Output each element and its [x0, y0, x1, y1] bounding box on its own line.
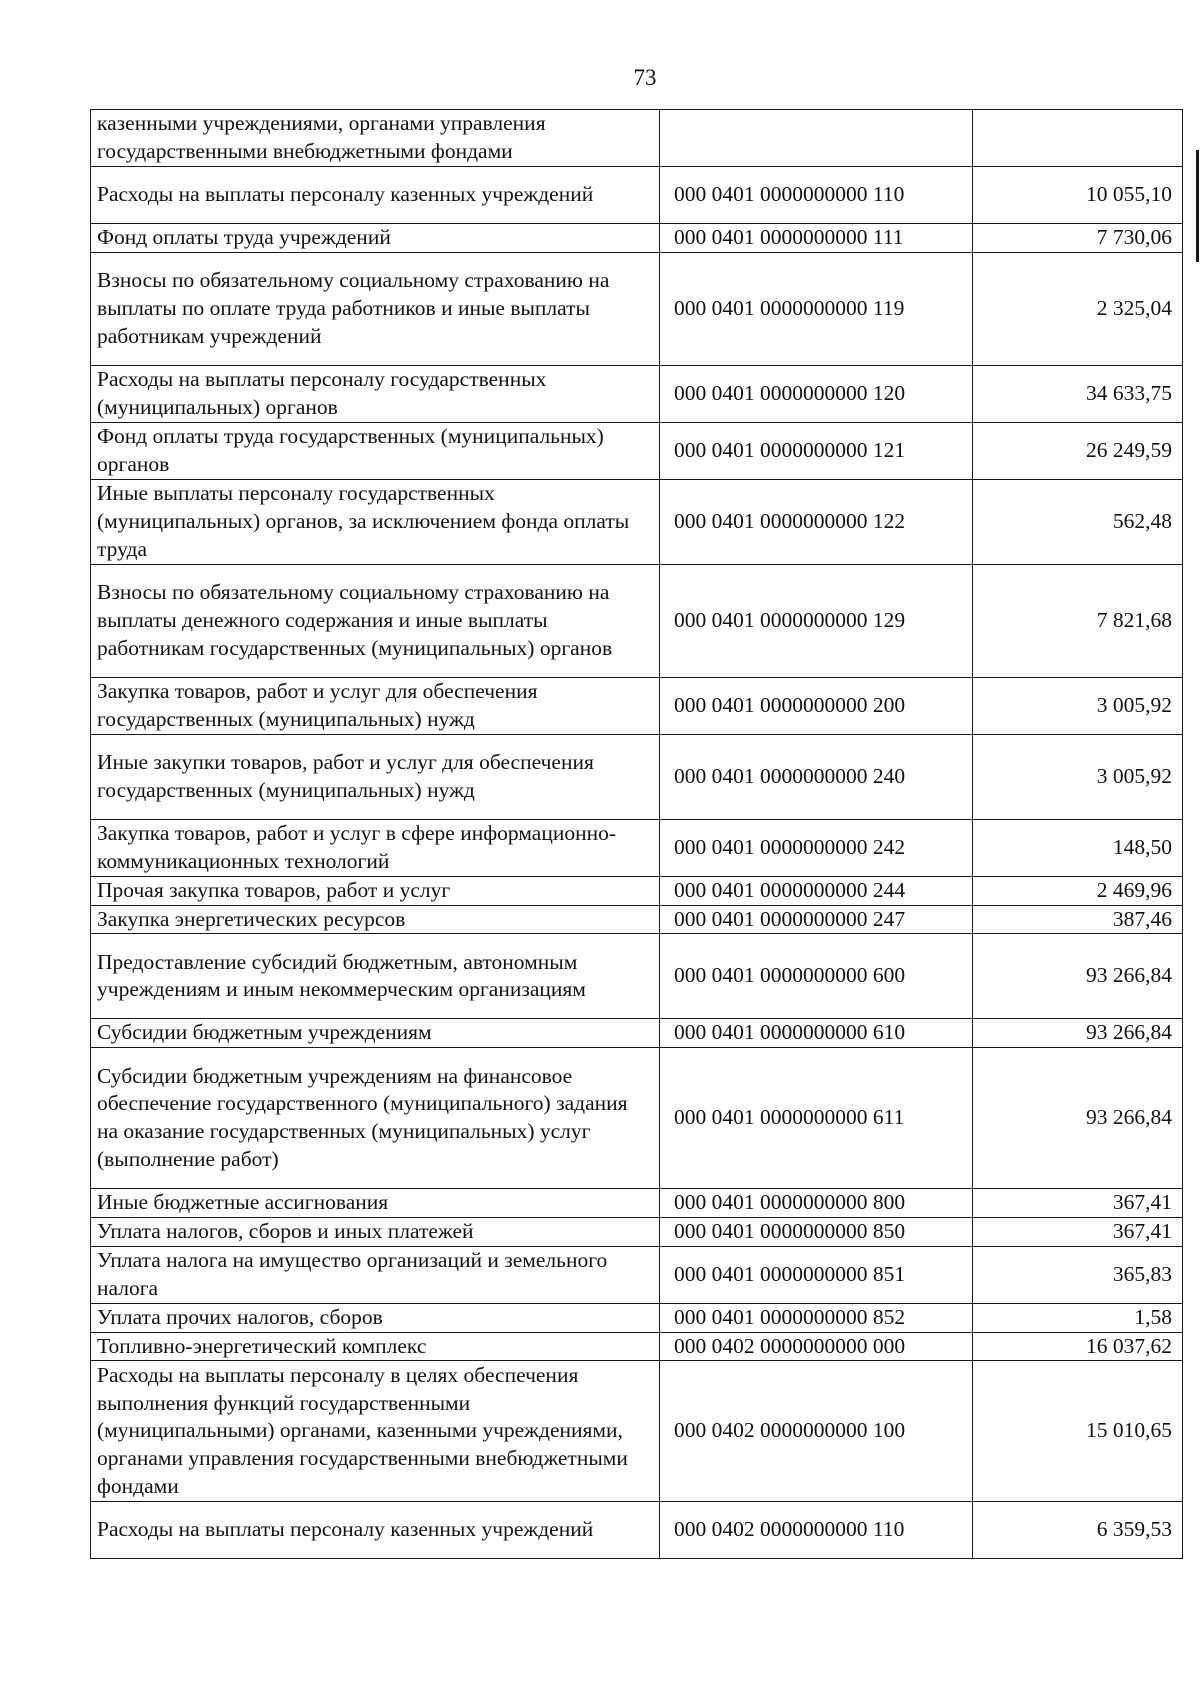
- expense-name-cell: Взносы по обязательному социальному страхованию на выплаты денежного содержания и иные выплаты работникам государственных (муниципальных) органов: [91, 564, 660, 677]
- table-row: [91, 1019, 1183, 1048]
- table-row: [91, 1217, 1183, 1246]
- table-row: [91, 1303, 1183, 1332]
- expense-name-cell: Расходы на выплаты персоналу казенных учреждений: [91, 167, 660, 224]
- amount-cell: 148,50: [973, 819, 1183, 876]
- classification-code-cell: 000 0401 0000000000 852: [660, 1303, 973, 1332]
- table-row: [91, 1332, 1183, 1361]
- table-row: [91, 734, 1183, 819]
- expense-name-cell: Фонд оплаты труда учреждений: [91, 224, 660, 253]
- classification-code-cell: 000 0401 0000000000 851: [660, 1246, 973, 1303]
- classification-code-cell: 000 0401 0000000000 850: [660, 1217, 973, 1246]
- table-row: [91, 819, 1183, 876]
- expense-name-cell: Предоставление субсидий бюджетным, автономным учреждениям и иным некоммерческим организациям: [91, 934, 660, 1019]
- classification-code-cell: 000 0402 0000000000 000: [660, 1332, 973, 1361]
- expense-name-cell: Субсидии бюджетным учреждениям: [91, 1019, 660, 1048]
- table-row: [91, 110, 1183, 167]
- expense-name-cell: Закупка товаров, работ и услуг для обеспечения государственных (муниципальных) нужд: [91, 677, 660, 734]
- table-row: [91, 365, 1183, 422]
- amount-cell: 34 633,75: [973, 365, 1183, 422]
- amount-cell: 93 266,84: [973, 1019, 1183, 1048]
- classification-code-cell: 000 0401 0000000000 600: [660, 934, 973, 1019]
- table-row: [91, 1246, 1183, 1303]
- expense-name-cell: Закупка товаров, работ и услуг в сфере информационно-коммуникационных технологий: [91, 819, 660, 876]
- amount-cell: 15 010,65: [973, 1361, 1183, 1502]
- classification-code-cell: 000 0401 0000000000 610: [660, 1019, 973, 1048]
- classification-code-cell: 000 0401 0000000000 240: [660, 734, 973, 819]
- classification-code-cell: 000 0401 0000000000 129: [660, 564, 973, 677]
- table-row: [91, 167, 1183, 224]
- classification-code-cell: 000 0401 0000000000 120: [660, 365, 973, 422]
- budget-table: [90, 109, 1183, 1559]
- amount-cell: 26 249,59: [973, 422, 1183, 479]
- amount-cell: 7 821,68: [973, 564, 1183, 677]
- classification-code-cell: 000 0402 0000000000 110: [660, 1502, 973, 1559]
- expense-name-cell: Фонд оплаты труда государственных (муниципальных) органов: [91, 422, 660, 479]
- table-row: [91, 252, 1183, 365]
- classification-code-cell: 000 0402 0000000000 100: [660, 1361, 973, 1502]
- expense-name-cell: казенными учреждениями, органами управления государственными внебюджетными фондами: [91, 110, 660, 167]
- classification-code-cell: 000 0401 0000000000 242: [660, 819, 973, 876]
- classification-code-cell: 000 0401 0000000000 247: [660, 905, 973, 934]
- amount-cell: 16 037,62: [973, 1332, 1183, 1361]
- classification-code-cell: 000 0401 0000000000 110: [660, 167, 973, 224]
- table-row: [91, 934, 1183, 1019]
- amount-cell: 2 469,96: [973, 876, 1183, 905]
- expense-name-cell: Субсидии бюджетным учреждениям на финансовое обеспечение государственного (муниципального) задания на оказание государственных (муниципальных) услуг (выполнение работ): [91, 1048, 660, 1189]
- amount-cell: 7 730,06: [973, 224, 1183, 253]
- classification-code-cell: [660, 110, 973, 167]
- expense-name-cell: Иные бюджетные ассигнования: [91, 1189, 660, 1218]
- table-row: [91, 905, 1183, 934]
- amount-cell: 562,48: [973, 479, 1183, 564]
- scan-edge-mark: [1196, 150, 1199, 262]
- amount-cell: 367,41: [973, 1217, 1183, 1246]
- amount-cell: 93 266,84: [973, 934, 1183, 1019]
- classification-code-cell: 000 0401 0000000000 800: [660, 1189, 973, 1218]
- amount-cell: 2 325,04: [973, 252, 1183, 365]
- table-row: [91, 677, 1183, 734]
- expense-name-cell: Прочая закупка товаров, работ и услуг: [91, 876, 660, 905]
- table-row: [91, 564, 1183, 677]
- expense-name-cell: Расходы на выплаты персоналу в целях обеспечения выполнения функций государственными (муниципальными) органами, казенными учреждениями, органами управления государственными внебюджетными фондами: [91, 1361, 660, 1502]
- classification-code-cell: 000 0401 0000000000 121: [660, 422, 973, 479]
- expense-name-cell: Топливно-энергетический комплекс: [91, 1332, 660, 1361]
- table-row: [91, 422, 1183, 479]
- amount-cell: 93 266,84: [973, 1048, 1183, 1189]
- expense-name-cell: Уплата налога на имущество организаций и земельного налога: [91, 1246, 660, 1303]
- amount-cell: 365,83: [973, 1246, 1183, 1303]
- classification-code-cell: 000 0401 0000000000 244: [660, 876, 973, 905]
- amount-cell: 10 055,10: [973, 167, 1183, 224]
- table-row: [91, 224, 1183, 253]
- classification-code-cell: 000 0401 0000000000 119: [660, 252, 973, 365]
- amount-cell: 367,41: [973, 1189, 1183, 1218]
- amount-cell: 1,58: [973, 1303, 1183, 1332]
- classification-code-cell: 000 0401 0000000000 111: [660, 224, 973, 253]
- classification-code-cell: 000 0401 0000000000 200: [660, 677, 973, 734]
- table-row: [91, 876, 1183, 905]
- expense-name-cell: Уплата прочих налогов, сборов: [91, 1303, 660, 1332]
- page-number: 73: [633, 65, 657, 90]
- expense-name-cell: Расходы на выплаты персоналу государственных (муниципальных) органов: [91, 365, 660, 422]
- table-row: [91, 1189, 1183, 1218]
- expense-name-cell: Иные выплаты персоналу государственных (муниципальных) органов, за исключением фонда оплаты труда: [91, 479, 660, 564]
- amount-cell: [973, 110, 1183, 167]
- table-row: [91, 479, 1183, 564]
- expense-name-cell: Иные закупки товаров, работ и услуг для обеспечения государственных (муниципальных) нужд: [91, 734, 660, 819]
- table-row: [91, 1048, 1183, 1189]
- budget-table-body: [91, 110, 1183, 1559]
- amount-cell: 3 005,92: [973, 734, 1183, 819]
- amount-cell: 387,46: [973, 905, 1183, 934]
- classification-code-cell: 000 0401 0000000000 611: [660, 1048, 973, 1189]
- expense-name-cell: Взносы по обязательному социальному страхованию на выплаты по оплате труда работников и иные выплаты работникам учреждений: [91, 252, 660, 365]
- amount-cell: 3 005,92: [973, 677, 1183, 734]
- classification-code-cell: 000 0401 0000000000 122: [660, 479, 973, 564]
- expense-name-cell: Уплата налогов, сборов и иных платежей: [91, 1217, 660, 1246]
- expense-name-cell: Закупка энергетических ресурсов: [91, 905, 660, 934]
- amount-cell: 6 359,53: [973, 1502, 1183, 1559]
- expense-name-cell: Расходы на выплаты персоналу казенных учреждений: [91, 1502, 660, 1559]
- table-row: [91, 1502, 1183, 1559]
- table-row: [91, 1361, 1183, 1502]
